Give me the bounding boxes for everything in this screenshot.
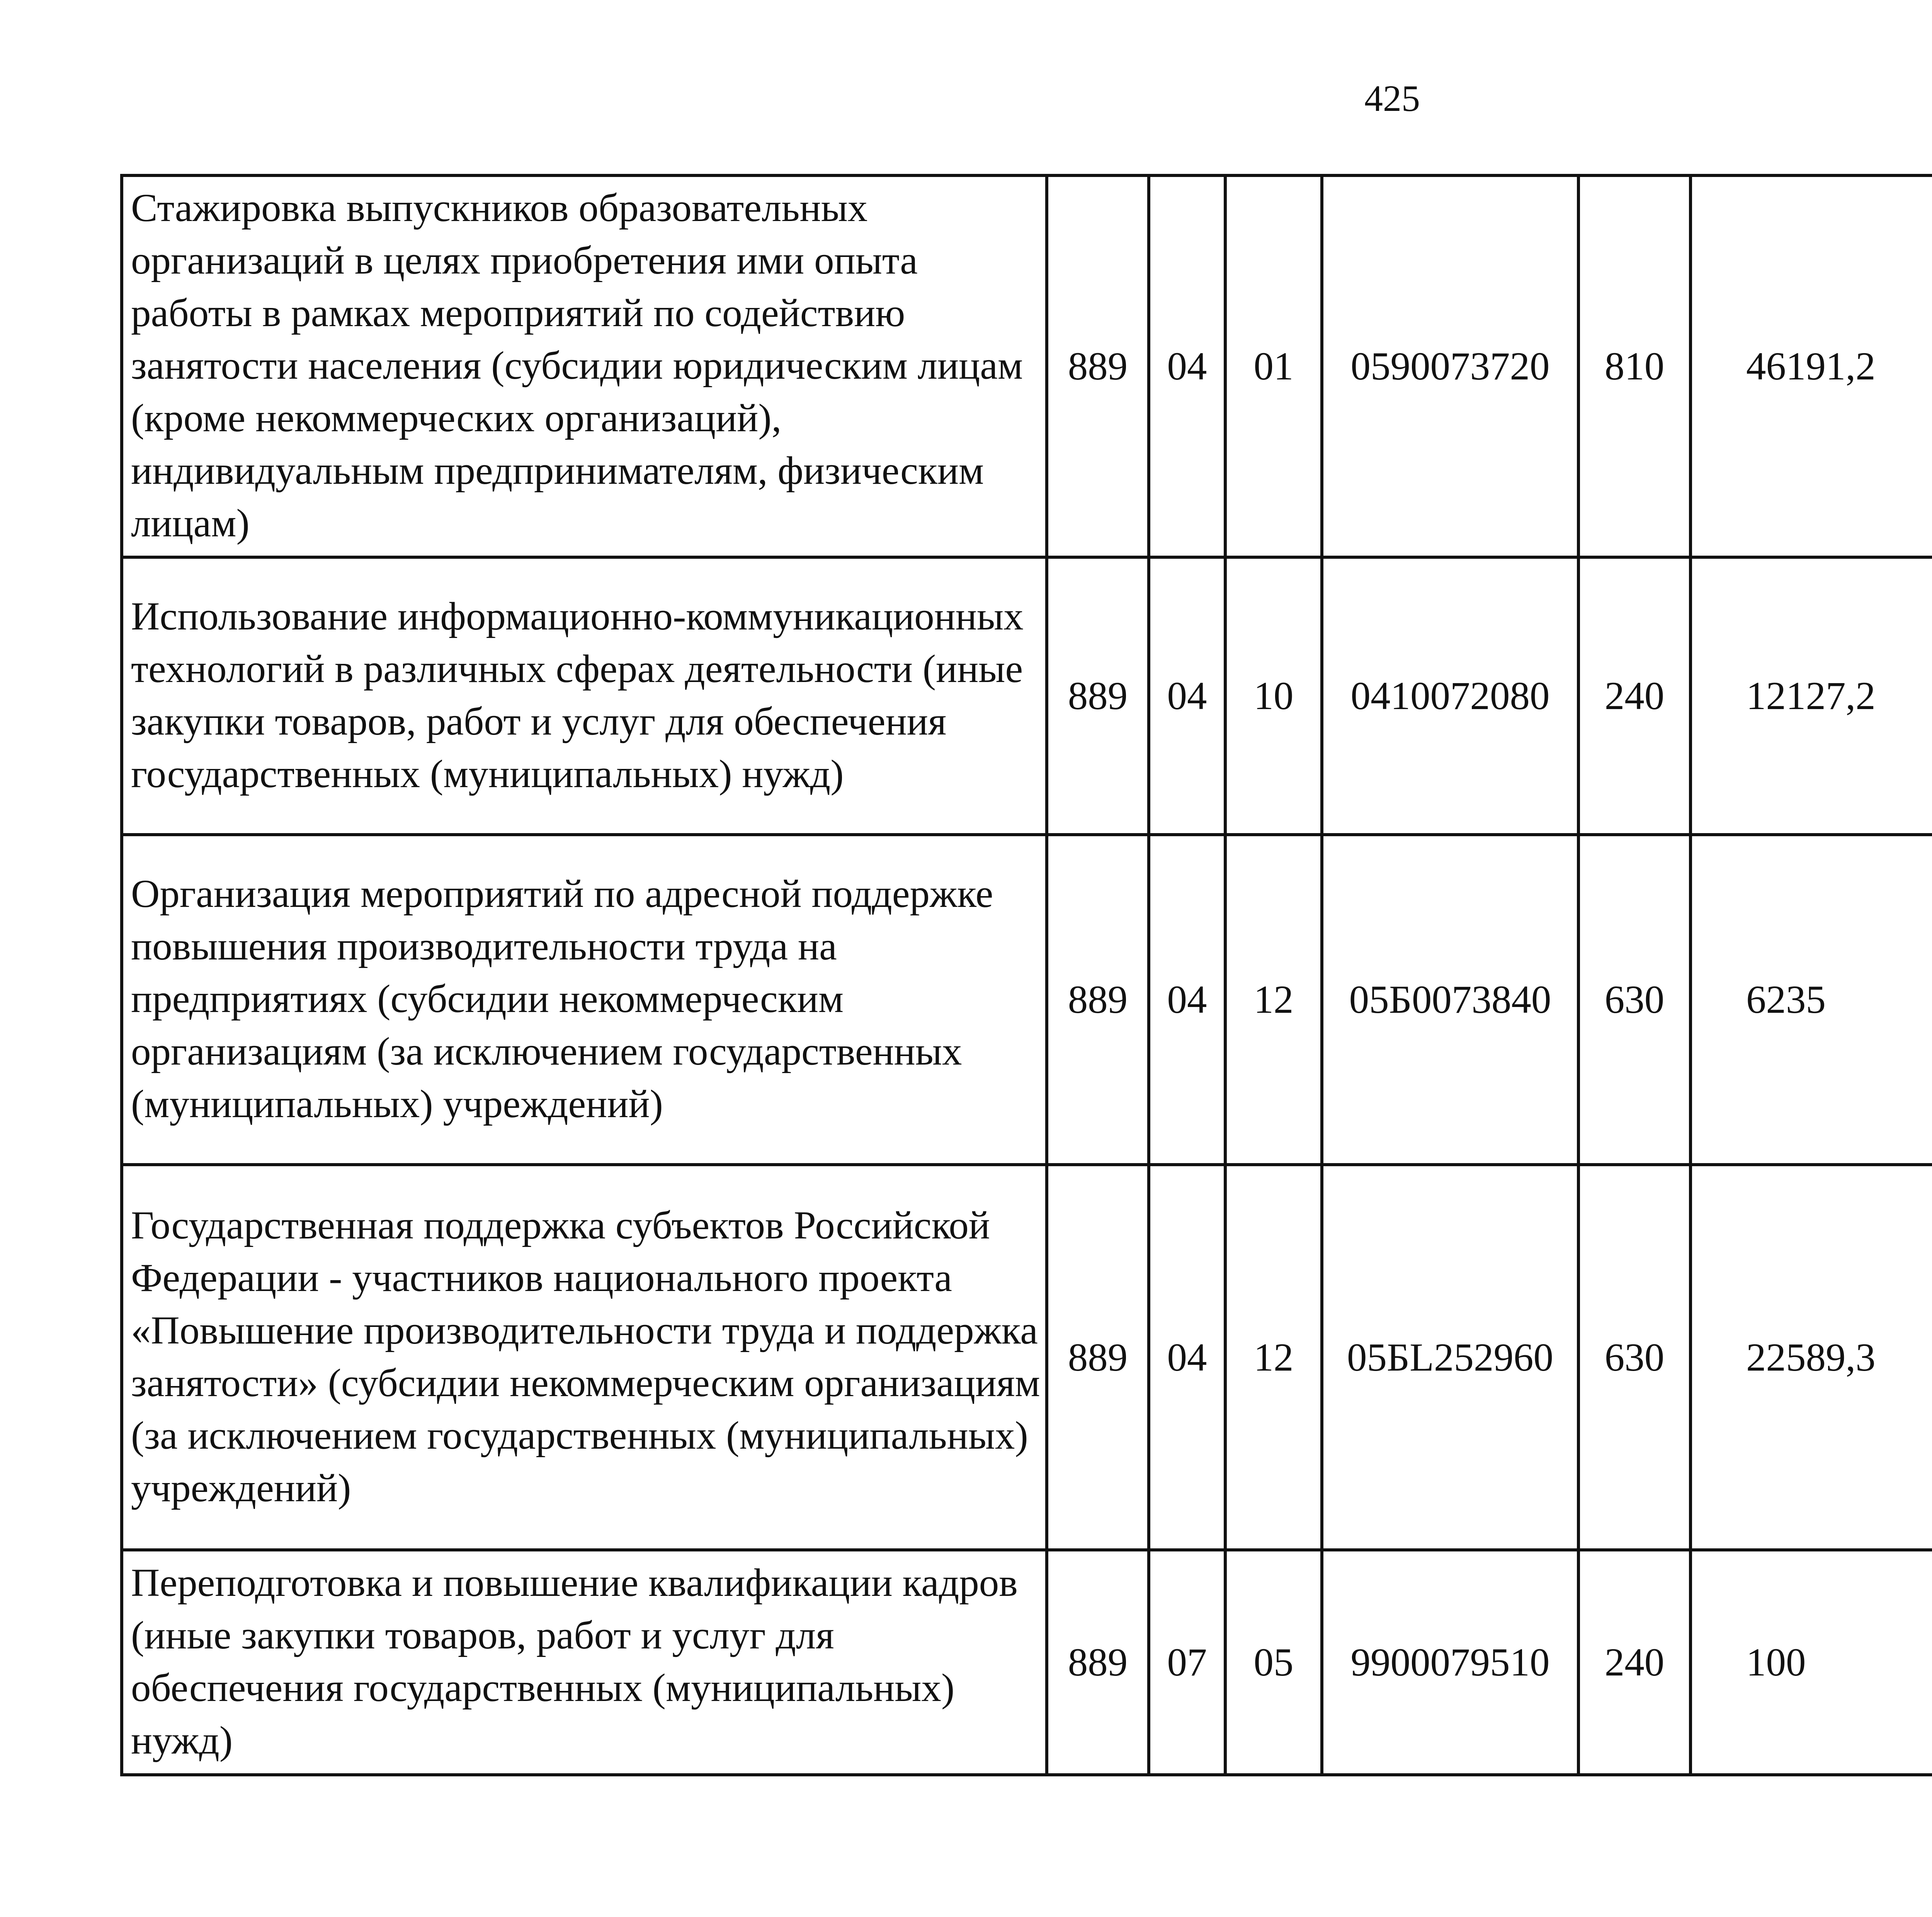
sum-year-1: 100 (1690, 1550, 1932, 1775)
expense-type-code: 240 (1578, 557, 1690, 835)
subsection-code: 05 (1225, 1550, 1322, 1775)
page-number: 425 (1364, 78, 1420, 119)
target-article-code: 0590073720 (1322, 175, 1578, 557)
target-article-code: 05Б0073840 (1322, 835, 1578, 1165)
section-code: 04 (1149, 557, 1225, 835)
row-description: Использование информационно-коммуникационных технологий в различных сферах деятельности (иные закупки товаров, работ и услуг для обеспечения государственных (муниципальных) нужд) (122, 557, 1047, 835)
ministry-code: 889 (1047, 835, 1149, 1165)
table-row (122, 175, 1932, 557)
ministry-code: 889 (1047, 175, 1149, 557)
section-code: 04 (1149, 1165, 1225, 1550)
sum-year-1: 22589,3 (1690, 1165, 1932, 1550)
expense-type-code: 810 (1578, 175, 1690, 557)
subsection-code: 01 (1225, 175, 1322, 557)
ministry-code: 889 (1047, 1165, 1149, 1550)
expense-type-code: 630 (1578, 835, 1690, 1165)
ministry-code: 889 (1047, 557, 1149, 835)
sum-year-1: 12127,2 (1690, 557, 1932, 835)
table-row (122, 835, 1932, 1165)
row-description: Стажировка выпускников образовательных организаций в целях приобретения ими опыта работы в рамках мероприятий по содействию занятости населения (субсидии юридическим лицам (кроме некоммерческих организаций), индивидуальным предпринимателям, физическим лицам) (122, 175, 1047, 557)
ministry-code: 889 (1047, 1550, 1149, 1775)
subsection-code: 10 (1225, 557, 1322, 835)
row-description: Государственная поддержка субъектов Российской Федерации - участников национального проекта «Повышение производительности труда и поддержка занятости» (субсидии некоммерческим организациям (за исключением государственных (муниципальных) учреждений) (122, 1165, 1047, 1550)
section-code: 07 (1149, 1550, 1225, 1775)
target-article-code: 9900079510 (1322, 1550, 1578, 1775)
expense-type-code: 240 (1578, 1550, 1690, 1775)
sum-year-1: 6235 (1690, 835, 1932, 1165)
expense-type-code: 630 (1578, 1165, 1690, 1550)
table-row (122, 1165, 1932, 1550)
table-row (122, 1550, 1932, 1775)
subsection-code: 12 (1225, 1165, 1322, 1550)
sum-year-1: 46191,2 (1690, 175, 1932, 557)
row-description: Переподготовка и повышение квалификации кадров (иные закупки товаров, работ и услуг для обеспечения государственных (муниципальных) нужд) (122, 1550, 1047, 1775)
section-code: 04 (1149, 835, 1225, 1165)
budget-table (120, 174, 1932, 1776)
section-code: 04 (1149, 175, 1225, 557)
table-row (122, 557, 1932, 835)
target-article-code: 05БL252960 (1322, 1165, 1578, 1550)
subsection-code: 12 (1225, 835, 1322, 1165)
target-article-code: 0410072080 (1322, 557, 1578, 835)
row-description: Организация мероприятий по адресной поддержке повышения производительности труда на предприятиях (субсидии некоммерческим организациям (за исключением государственных (муниципальных) учреждений) (122, 835, 1047, 1165)
